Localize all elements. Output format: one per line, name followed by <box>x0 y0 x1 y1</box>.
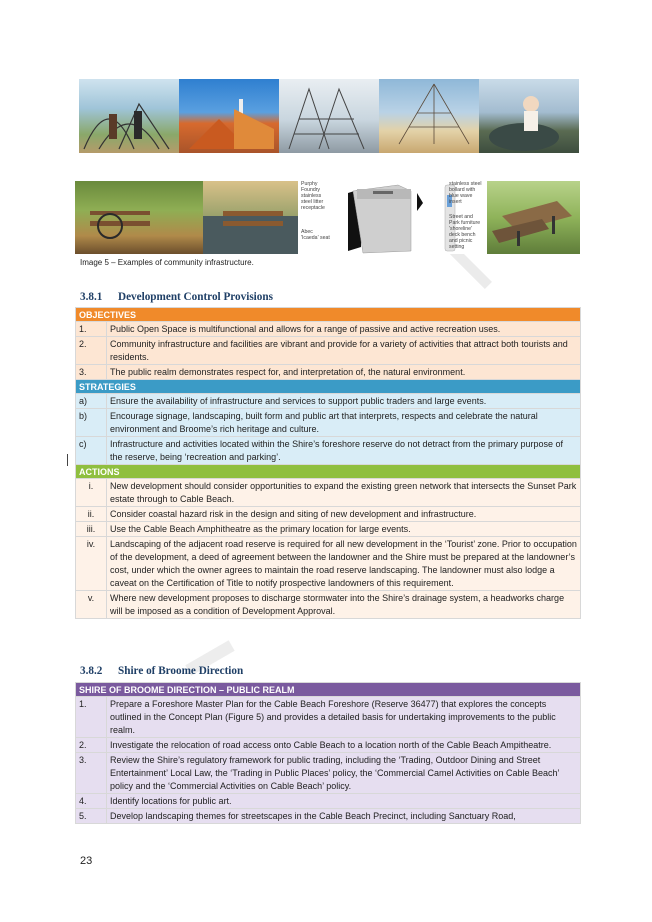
section-heading-shire-direction: 3.8.2 Shire of Broome Direction <box>80 665 244 677</box>
table-row: ii. Consider coastal hazard risk in the design and siting of new development and infrastructure. <box>76 507 581 522</box>
receptacle-caption: Purphy Foundry stainless steel litter receptacle <box>301 181 325 211</box>
table-row: 1. Public Open Space is multifunctional and allows for a range of passive and active recreation uses. <box>76 322 581 337</box>
child-on-turtle-sculpture-photo <box>479 79 579 153</box>
table-row: i. New development should consider opportunities to expand the existing green network that intersects the Sunset Park estate through to Cable Beach. <box>76 479 581 507</box>
change-bar <box>67 454 68 466</box>
table-row: 2. Investigate the relocation of road access onto Cable Beach to a location north of the Cable Beach Ampitheatre. <box>76 738 581 753</box>
table-row: a) Ensure the availability of infrastructure and services to support public traders and large events. <box>76 394 581 409</box>
photo-strip-top <box>79 79 579 153</box>
table-row: 3. Review the Shire’s regulatory framework for public trading, including the ‘Trading, Outdoor Dining and Street Entertainment’ Local Law, the ‘Trading in Public Places’ policy, the ‘Commercial Camel Activities on Cable Beach’ policy and the ‘Commercial Activities on Cable Beach’ policy. <box>76 753 581 794</box>
page-number: 23 <box>80 855 93 867</box>
playground-photo-2 <box>179 79 279 153</box>
table-row: 1. Prepare a Foreshore Master Plan for the Cable Beach Foreshore (Reserve 36477) that explores the concepts outlined in the Concept Plan (Figure 5) and provides a detailed basis for undertaking improvements to the public realm. <box>76 697 581 738</box>
development-control-table <box>75 307 581 619</box>
bench-caption: Street and Park furniture 'shoreline' deck bench and picnic setting <box>449 214 481 250</box>
table-row: 2. Community infrastructure and facilities are vibrant and provide for a variety of activities that attract both tourists and residents. <box>76 337 581 365</box>
shire-direction-header: SHIRE OF BROOME DIRECTION – PUBLIC REALM <box>76 683 581 697</box>
photo-strip-furniture <box>75 181 580 254</box>
table-row: 4. Identify locations for public art. <box>76 794 581 809</box>
waterfront-bench-photo <box>203 181 298 254</box>
table-row: 3. The public realm demonstrates respect for, and interpretation of, the natural environment. <box>76 365 581 380</box>
beach-climbing-net-photo <box>379 79 479 153</box>
objectives-header: OBJECTIVES <box>76 308 581 322</box>
table-row: 5. Develop landscaping themes for streetscapes in the Cable Beach Precinct, including Sanctuary Road, <box>76 809 581 824</box>
litter-receptacle-photo <box>343 181 417 254</box>
table-row: iii. Use the Cable Beach Amphitheatre as the primary location for large events. <box>76 522 581 537</box>
playground-photo-3 <box>279 79 379 153</box>
bollard-caption: stainless steel bollard with blue wave insert <box>449 181 482 205</box>
image-caption: Image 5 – Examples of community infrastructure. <box>80 258 254 267</box>
shire-direction-table <box>75 682 581 824</box>
table-row: c) Infrastructure and activities located within the Shire’s foreshore reserve do not detract from the primary purpose of the reserve, being ‘recreation and parking’. <box>76 437 581 465</box>
table-row: v. Where new development proposes to discharge stormwater into the Shire’s drainage system, a headworks charge will be imposed as a condition of Development Approval. <box>76 591 581 619</box>
strategies-header: STRATEGIES <box>76 380 581 394</box>
actions-header: ACTIONS <box>76 465 581 479</box>
picnic-setting-photo <box>487 181 580 254</box>
table-row: b) Encourage signage, landscaping, built form and public art that interprets, respects and celebrate the natural environment and Broome’s rich heritage and culture. <box>76 409 581 437</box>
seat-caption: Abec 'Icaeda' seat <box>301 229 330 241</box>
playground-photo-1 <box>79 79 179 153</box>
section-heading-development-control: 3.8.1 Development Control Provisions <box>80 291 273 303</box>
park-bench-photo <box>75 181 203 254</box>
table-row: iv. Landscaping of the adjacent road reserve is required for all new development in the ‘Tourist’ zone. Prior to occupation of the development, a deed of agreement between the landowner and the Shire must be prepared at the landowner’s cost, under which the owner agrees to maintain the road reserve landscaping. The landowner must also lodge a caveat on the Certification of Title to notify prospective landowners of this requirement. <box>76 537 581 591</box>
